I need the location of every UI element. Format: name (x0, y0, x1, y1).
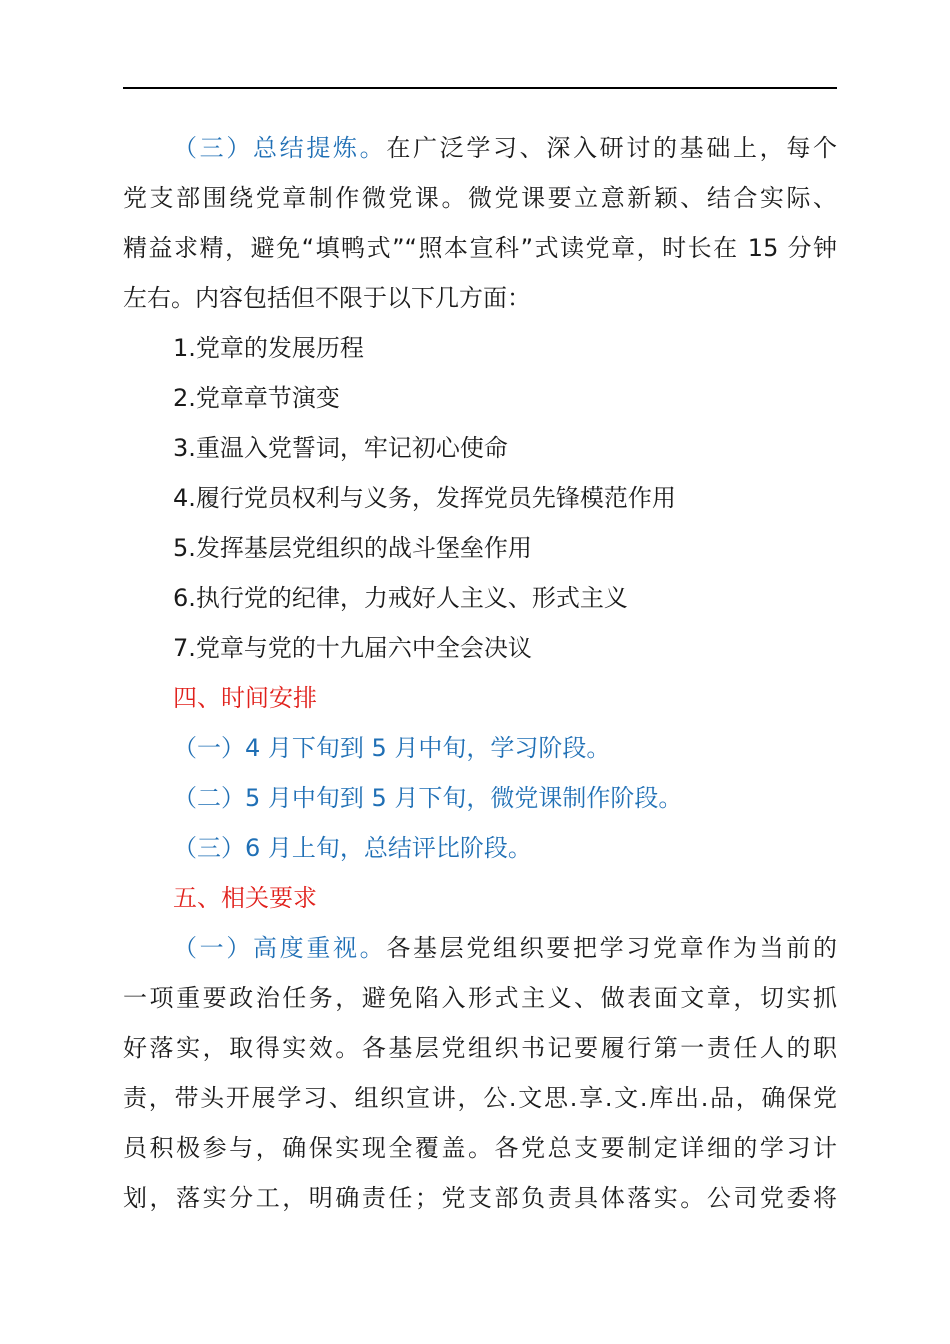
topic-item-6: 6.执行党的纪律，力戒好人主义、形式主义 (173, 584, 628, 612)
topic-item-7: 7.党章与党的十九届六中全会决议 (173, 634, 532, 662)
topic-item-3: 3.重温入党誓词，牢记初心使命 (173, 434, 508, 462)
requirements-paragraph-line-1 (173, 933, 837, 963)
requirements-paragraph-line-5: 员积极参与，确保实现全覆盖。各党总支要制定详细的学习计 (123, 1134, 837, 1162)
requirements-paragraph-line-3: 好落实，取得实效。各基层党组织书记要履行第一责任人的职 (123, 1034, 837, 1062)
requirements-line-1-text: 各基层党组织要把学习党章作为当前的 (386, 934, 837, 962)
requirements-paragraph-line-6: 划，落实分工，明确责任；党支部负责具体落实。公司党委将 (123, 1184, 837, 1212)
summary-paragraph-line-3: 精益求精，避免“填鸭式”“照本宣科”式读党章，时长在 15 分钟 (123, 234, 837, 262)
summary-lead: （三）总结提炼。 (173, 134, 387, 162)
requirements-heading: 五、相关要求 (173, 884, 317, 912)
summary-paragraph-line-4: 左右。内容包括但不限于以下几方面： (123, 284, 531, 312)
requirements-paragraph-line-2: 一项重要政治任务，避免陷入形式主义、做表面文章，切实抓 (123, 984, 837, 1012)
schedule-item-3: （三）6 月上旬，总结评比阶段。 (173, 834, 532, 862)
summary-paragraph-line-1 (173, 133, 837, 163)
schedule-heading: 四、时间安排 (173, 684, 317, 712)
topic-item-5: 5.发挥基层党组织的战斗堡垒作用 (173, 534, 532, 562)
summary-paragraph-line-2: 党支部围绕党章制作微党课。微党课要立意新颖、结合实际、 (123, 184, 837, 212)
header-rule (123, 87, 837, 89)
topic-item-1: 1.党章的发展历程 (173, 334, 364, 362)
topic-item-2: 2.党章章节演变 (173, 384, 340, 412)
schedule-item-2: （二）5 月中旬到 5 月下旬，微党课制作阶段。 (173, 784, 683, 812)
summary-line-1-text: 在广泛学习、深入研讨的基础上，每个 (386, 134, 837, 162)
topic-item-4: 4.履行党员权利与义务，发挥党员先锋模范作用 (173, 484, 676, 512)
requirements-lead: （一）高度重视。 (173, 934, 387, 962)
requirements-paragraph-line-4: 责，带头开展学习、组织宣讲，公.文思.享.文.库出.品，确保党 (123, 1084, 837, 1112)
schedule-item-1: （一）4 月下旬到 5 月中旬，学习阶段。 (173, 734, 611, 762)
